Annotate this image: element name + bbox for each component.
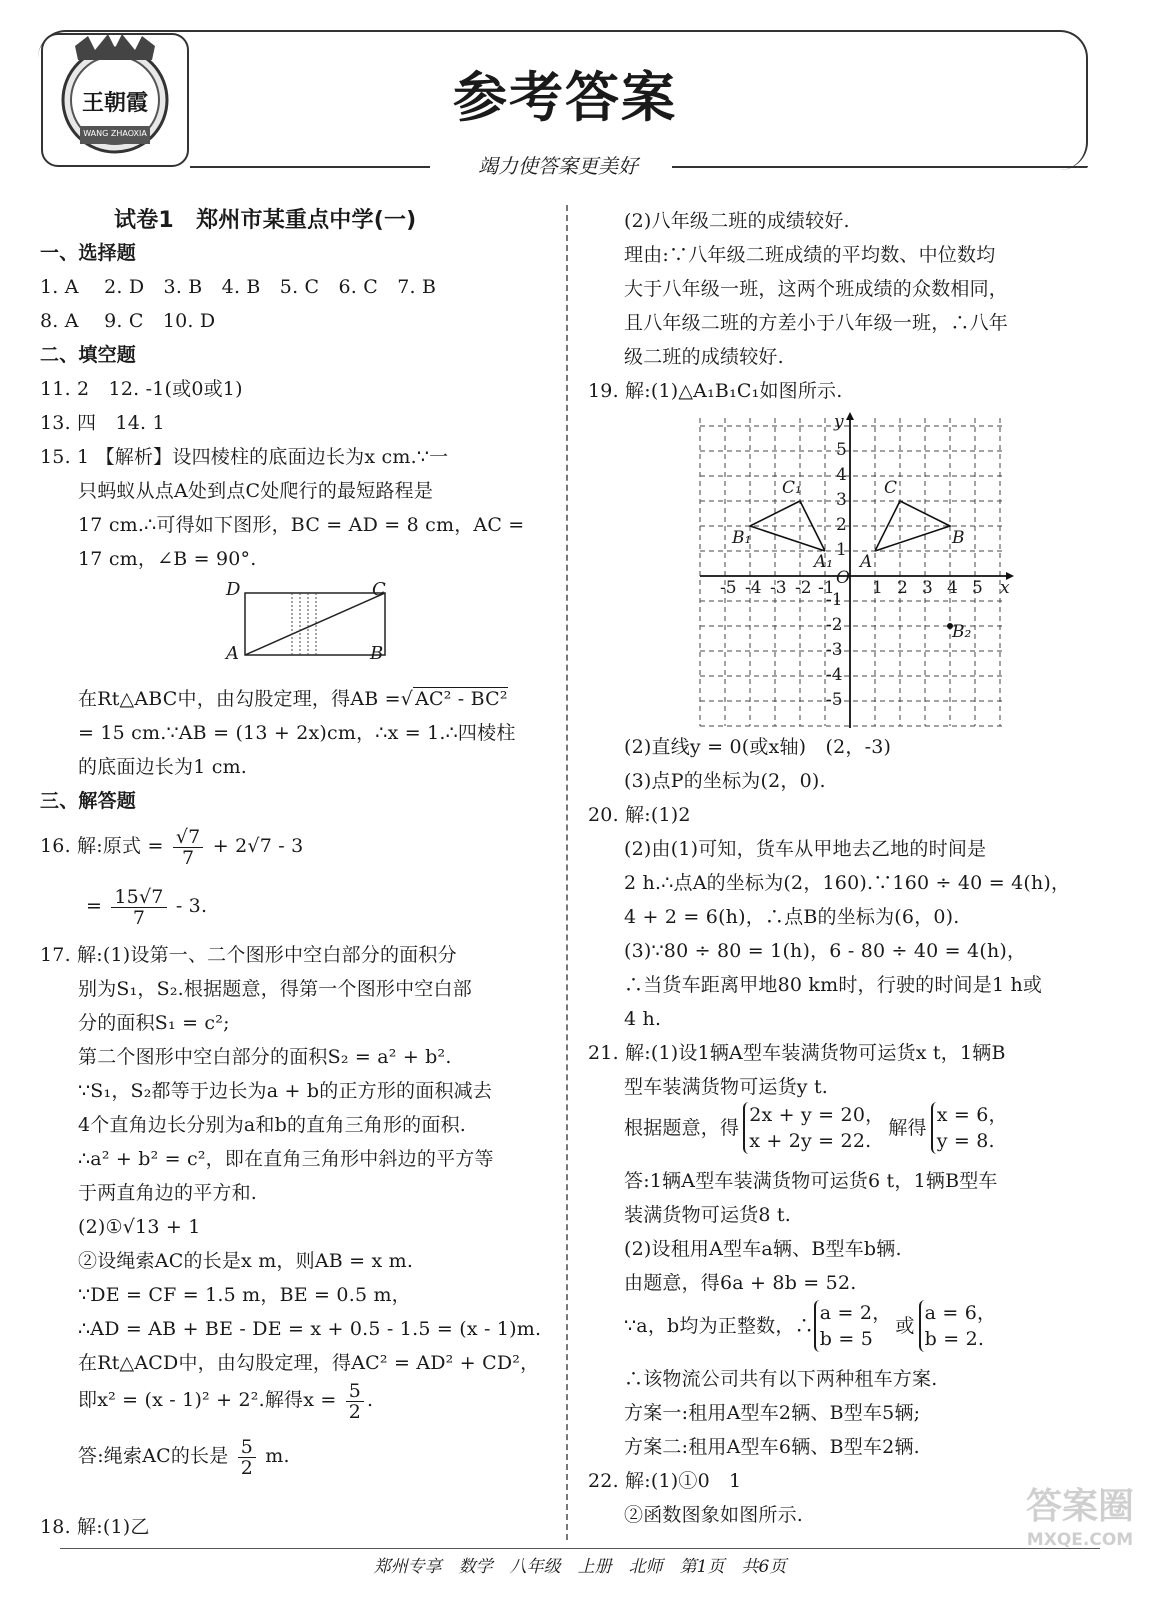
tick-y: 3 — [836, 490, 847, 510]
tick-x: -2 — [795, 578, 812, 598]
answer-line: 在Rt△ACD中，由勾股定理，得AC² = AD² + CD²， — [78, 1352, 540, 1374]
coordinate-grid — [698, 412, 1018, 732]
numerator: 15√7 — [111, 887, 166, 908]
answer-line: 答:1辆A型车装满货物可运货6 t，1辆B型车 — [624, 1170, 998, 1192]
label-b: B — [952, 528, 965, 548]
answer-line: 15. 1 【解析】设四棱柱的底面边长为x cm.∵一 — [40, 446, 449, 468]
answer-line: (3)点P的坐标为(2，0). — [624, 770, 826, 792]
fig-label-b: B — [370, 643, 384, 664]
answer-line: 21. 解:(1)设1辆A型车装满货物可运货x t，1辆B — [588, 1042, 1006, 1064]
fig-label-a: A — [226, 643, 239, 664]
text: 根据题意，得 — [624, 1117, 740, 1139]
answer-line: 2 h.∴点A的坐标为(2，160).∵160 ÷ 40 = 4(h)， — [624, 872, 1071, 894]
answer-line: 级二班的成绩较好. — [624, 346, 784, 368]
answer-line: 第二个图形中空白部分的面积S₂ = a² + b². — [78, 1046, 452, 1068]
tick-x: -1 — [818, 578, 835, 598]
fraction — [173, 827, 204, 868]
label-b1: B₁ — [732, 528, 752, 548]
answer-line: 大于八年级一班，这两个班成绩的众数相同， — [624, 278, 1009, 300]
logo-subtext: WANG ZHAOXIA — [83, 129, 147, 138]
tick-y: 4 — [836, 465, 847, 485]
label-c1: C₁ — [782, 478, 802, 498]
answer-line — [86, 886, 207, 928]
tick-x: -4 — [745, 578, 762, 598]
denominator: 2 — [240, 1456, 254, 1479]
fraction — [111, 887, 166, 928]
equation: y = 8. — [936, 1130, 995, 1152]
figure-rectangle — [220, 575, 400, 665]
answer-line: 别为S₁，S₂.根据题意，得第一个图形中空白部 — [78, 978, 472, 1000]
numerator: 5 — [346, 1381, 364, 1402]
answer-line: ∴当货车距离甲地80 km时，行驶的时间是1 h或 — [624, 974, 1043, 996]
answer-line — [78, 1436, 290, 1478]
answer-line: (2)由(1)可知，货车从甲地去乙地的时间是 — [624, 838, 987, 860]
watermark — [1010, 1484, 1150, 1584]
logo-text: 王朝霞 — [81, 90, 148, 116]
fig-label-c: C — [372, 579, 386, 600]
tick-x: 3 — [922, 578, 933, 598]
solution-system — [919, 1300, 997, 1352]
equation: b = 2. — [924, 1328, 985, 1350]
label-y: y — [834, 412, 844, 432]
section-heading: 三、解答题 — [40, 790, 137, 812]
paper-title: 试卷1 郑州市某重点中学(一) — [114, 208, 417, 233]
text: 解得 — [888, 1117, 927, 1139]
answer-line: (2)设租用A型车a辆、B型车b辆. — [624, 1238, 902, 1260]
text: 在Rt△ABC中，由勾股定理，得AB = — [78, 688, 401, 710]
fraction — [238, 1437, 256, 1478]
text: 答:绳索AC的长是 — [78, 1445, 229, 1467]
triangle-a1b1c1 — [750, 501, 825, 551]
text: + 2√7 - 3 — [212, 835, 304, 857]
equation: a = 6， — [924, 1302, 997, 1324]
equation-system — [743, 1102, 884, 1154]
answer-line: 装满货物可运货8 t. — [624, 1204, 792, 1226]
tick-x: 1 — [872, 578, 883, 598]
text: . — [367, 1389, 374, 1411]
text: m. — [265, 1445, 290, 1467]
logo — [40, 28, 190, 168]
answer-line — [40, 826, 303, 868]
equation: x = 6， — [936, 1104, 1008, 1126]
section-heading: 二、填空题 — [40, 344, 137, 366]
section-heading: 一、选择题 — [40, 242, 137, 264]
answer-line: 由题意，得6a + 8b = 52. — [624, 1272, 857, 1294]
answer-line: 只蚂蚁从点A处到点C处爬行的最短路程是 — [78, 480, 434, 502]
page-title: 参考答案 — [453, 66, 677, 129]
answer-line: 方案一:租用A型车2辆、B型车5辆; — [624, 1402, 921, 1424]
footer: 郑州专享 数学 八年级 上册 北师 第1页 共6页 — [373, 1557, 787, 1577]
label-b2: B₂ — [952, 622, 972, 642]
equation: b = 5 — [819, 1328, 874, 1350]
answer-line: (2)①√13 + 1 — [78, 1216, 201, 1238]
header-rule-right — [672, 166, 1088, 168]
answer-line: 型车装满货物可运货y t. — [624, 1076, 829, 1098]
denominator: 7 — [182, 846, 195, 869]
answer-line: (2)直线y = 0(或x轴) (2，-3) — [624, 736, 892, 758]
answer-line: (3)∵80 ÷ 80 = 1(h)，6 - 80 ÷ 40 = 4(h)， — [624, 940, 1027, 962]
answer-line: 22. 解:(1)①0 1 — [588, 1470, 742, 1492]
answer-line: 19. 解:(1)△A₁B₁C₁如图所示. — [588, 380, 843, 402]
answer-line: 20. 解:(1)2 — [588, 804, 691, 826]
tick-x: 5 — [972, 578, 983, 598]
sqrt: √ AC² - BC² — [400, 688, 508, 710]
answer-line — [624, 1300, 996, 1352]
tick-y: 1 — [836, 540, 847, 560]
tick-y: 2 — [836, 515, 847, 535]
tick-y: 5 — [836, 440, 847, 460]
denominator: 7 — [132, 906, 146, 929]
header-rule — [190, 166, 430, 168]
watermark-text: 答案圈 — [1025, 1486, 1134, 1527]
answer-line: ∴AD = AB + BE - DE = x + 0.5 - 1.5 = (x - 1)m. — [78, 1318, 542, 1340]
answer-line: 4个直角边长分别为a和b的直角三角形的面积. — [78, 1114, 467, 1136]
answer-line: 4 + 2 = 6(h)，∴点B的坐标为(6，0). — [624, 906, 960, 928]
solution-system — [931, 1102, 1008, 1154]
numerator: 5 — [238, 1437, 256, 1458]
tick-y: -3 — [826, 640, 843, 660]
text: ∵a，b均为正整数，∴ — [624, 1315, 814, 1337]
tick-x: -3 — [770, 578, 787, 598]
tick-x: 4 — [947, 578, 958, 598]
answer-line — [624, 1102, 1008, 1154]
answer-line: 17 cm.∴可得如下图形，BC = AD = 8 cm，AC = — [78, 514, 525, 536]
watermark-url: MXQE.COM — [1026, 1530, 1134, 1550]
label-c: C — [884, 478, 898, 498]
answer-line: ∴a² + b² = c²，即在直角三角形中斜边的平方等 — [78, 1148, 494, 1170]
text: = — [86, 895, 103, 917]
radicand: AC² - BC² — [415, 688, 508, 710]
answer-line — [78, 1380, 373, 1422]
answer-line: 且八年级二班的方差小于八年级一班，∴八年 — [624, 312, 1009, 334]
answer-line: 8. A 9. C 10. D — [40, 310, 216, 332]
answer-line: 分的面积S₁ = c²; — [78, 1012, 230, 1034]
label-x: x — [1000, 578, 1010, 598]
column-divider — [566, 205, 568, 1540]
answer-line: ∵S₁，S₂都等于边长为a + b的正方形的面积减去 — [78, 1080, 493, 1102]
footer-rule — [60, 1548, 1100, 1549]
equation: 2x + y = 20， — [749, 1104, 885, 1126]
answer-line: ∴该物流公司共有以下两种租车方案. — [624, 1368, 938, 1390]
equation: a = 2， — [819, 1302, 892, 1324]
label-a1: A₁ — [814, 552, 834, 572]
equation: x + 2y = 22. — [749, 1130, 872, 1152]
answer-line: 18. 解:(1)乙 — [40, 1516, 150, 1538]
answer-line: 4 h. — [624, 1008, 662, 1030]
numerator: √7 — [173, 827, 204, 848]
text: 或 — [895, 1315, 915, 1337]
tick-x: 2 — [897, 578, 908, 598]
answer-line: ∵DE = CF = 1.5 m，BE = 0.5 m， — [78, 1284, 411, 1306]
tick-y: -5 — [826, 690, 843, 710]
answer-line: 17 cm，∠B = 90°. — [78, 548, 257, 570]
slogan: 竭力使答案更美好 — [478, 154, 638, 178]
answer-line: 1. A 2. D 3. B 4. B 5. C 6. C 7. B — [40, 276, 437, 298]
answer-line: (2)八年级二班的成绩较好. — [624, 210, 850, 232]
answer-line: 的底面边长为1 cm. — [78, 756, 248, 778]
text: - 3. — [175, 895, 208, 917]
tick-y: -1 — [826, 590, 843, 610]
answer-line: = 15 cm.∵AB = (13 + 2x)cm，∴x = 1.∴四棱柱 — [78, 722, 516, 744]
answer-line — [78, 688, 508, 710]
fraction — [346, 1381, 364, 1422]
answer-line: ②函数图象如图所示. — [624, 1504, 804, 1526]
text: 16. 解:原式 = — [40, 835, 164, 857]
answer-line: 11. 2 12. -1(或0或1) — [40, 378, 243, 400]
tick-y: -4 — [826, 665, 843, 685]
fig-label-d: D — [226, 579, 241, 600]
tick-x: -5 — [720, 578, 737, 598]
answer-line: 于两直角边的平方和. — [78, 1182, 258, 1204]
answer-line: 方案二:租用A型车6辆、B型车2辆. — [624, 1436, 920, 1458]
text: 即x² = (x - 1)² + 2².解得x = — [78, 1389, 337, 1411]
answer-line: 理由:∵八年级二班成绩的平均数、中位数均 — [624, 244, 996, 266]
solution-system — [814, 1300, 892, 1352]
tick-y: -2 — [826, 615, 843, 635]
label-origin: O — [836, 568, 850, 588]
answer-line: 13. 四 14. 1 — [40, 412, 165, 434]
denominator: 2 — [348, 1400, 362, 1423]
answer-line: 17. 解:(1)设第一、二个图形中空白部分的面积分 — [40, 944, 457, 966]
label-a: A — [860, 552, 873, 572]
answer-line: ②设绳索AC的长是x m，则AB = x m. — [78, 1250, 414, 1272]
